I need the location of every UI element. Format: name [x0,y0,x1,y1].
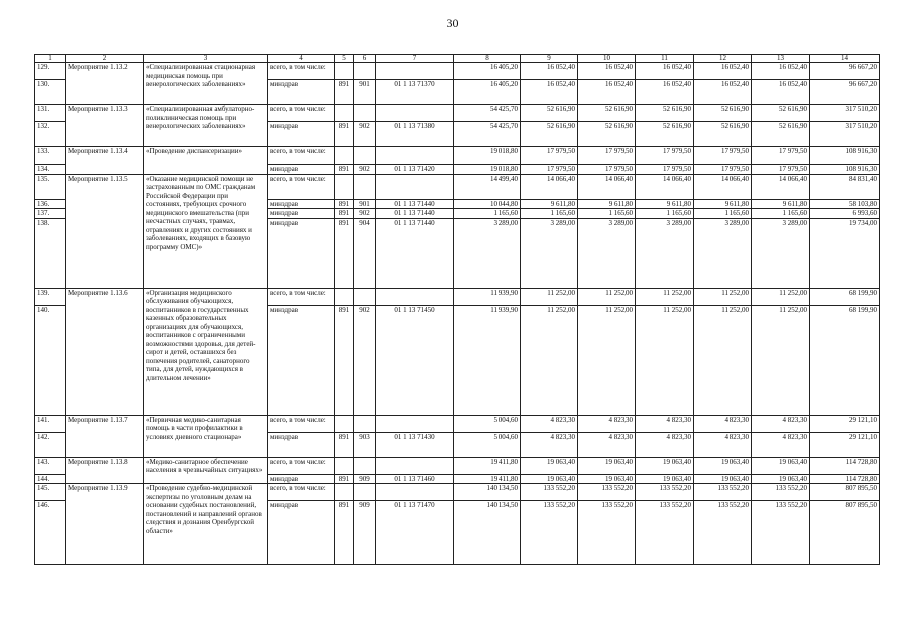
amount-cell: 14 066,40 [578,174,636,199]
event-description: «Организация медицинского обслуживания обучающихся, воспитанников в государственных казенных образовательных организациях для обучающихся, воспитанников с ограниченными возможностями здоровья, для детей-сирот и детей, оставшихся без попечения родителей, санаторного типа, для детей, нуждающихся в длительном лечении» [144,288,268,415]
amount-cell: 4 823,30 [694,415,752,432]
amount-cell: 17 979,50 [636,165,694,175]
amount-cell: 3 289,00 [521,218,578,288]
event-description: «Медико-санитарное обеспечение населения в чрезвычайных ситуациях» [144,457,268,484]
target-article-code [376,174,454,199]
target-article-code: 01 1 13 71460 [376,474,454,484]
amount-cell: 16 052,40 [521,80,578,105]
funding-type: всего, в том числе: [268,63,335,80]
amount-cell: 133 552,20 [694,484,752,501]
amount-cell: 140 134,50 [454,501,521,565]
target-article-code [376,63,454,80]
amount-cell: 4 823,30 [578,432,636,457]
amount-cell: 52 616,90 [636,105,694,122]
funding-type: минздрав [268,474,335,484]
amount-cell: 1 165,60 [694,209,752,219]
section-code: 902 [354,165,376,175]
funding-type: минздрав [268,432,335,457]
row-number: 135. [35,174,66,199]
amount-cell: 9 611,80 [636,199,694,209]
amount-cell: 11 252,00 [578,305,636,415]
ministry-code [335,484,354,501]
section-code: 903 [354,432,376,457]
row-number: 145. [35,484,66,501]
amount-cell: 16 052,40 [578,63,636,80]
table-row [35,484,880,501]
amount-cell: 17 979,50 [694,165,752,175]
amount-cell: 11 252,00 [694,305,752,415]
amount-cell: 96 667,20 [810,80,880,105]
amount-cell: 5 004,60 [454,415,521,432]
funding-type: минздрав [268,80,335,105]
amount-cell: 29 121,10 [810,415,880,432]
amount-cell: 29 121,10 [810,432,880,457]
funding-type: минздрав [268,165,335,175]
ministry-code [335,174,354,199]
amount-cell: 4 823,30 [752,415,810,432]
header-cell: 12 [694,55,752,63]
ministry-code [335,288,354,305]
amount-cell: 133 552,20 [521,501,578,565]
ministry-code: 891 [335,501,354,565]
section-code: 909 [354,474,376,484]
amount-cell: 16 052,40 [521,63,578,80]
header-cell: 9 [521,55,578,63]
row-number: 130. [35,80,66,105]
ministry-code: 891 [335,165,354,175]
event-description: «Специализированная амбулаторно-поликлиническая помощь при венерологических заболеваниях» [144,105,268,147]
row-number: 137. [35,209,66,219]
amount-cell: 4 823,30 [636,415,694,432]
amount-cell: 133 552,20 [636,484,694,501]
amount-cell: 17 979,50 [752,147,810,165]
amount-cell: 108 916,30 [810,165,880,175]
amount-cell: 52 616,90 [578,122,636,147]
target-article-code: 01 1 13 71440 [376,199,454,209]
section-code [354,484,376,501]
row-number: 146. [35,501,66,565]
header-cell: 1 [35,55,66,63]
event-name: Мероприятие 1.13.6 [66,288,144,415]
target-article-code: 01 1 13 71420 [376,165,454,175]
amount-cell: 52 616,90 [521,105,578,122]
ministry-code: 891 [335,122,354,147]
header-cell: 3 [144,55,268,63]
target-article-code [376,415,454,432]
table-row [35,147,880,165]
amount-cell: 19 063,40 [578,457,636,474]
ministry-code [335,147,354,165]
ministry-code [335,105,354,122]
row-number: 132. [35,122,66,147]
amount-cell: 3 289,00 [694,218,752,288]
amount-cell: 9 611,80 [521,199,578,209]
amount-cell: 14 066,40 [694,174,752,199]
amount-cell: 133 552,20 [578,484,636,501]
header-cell: 10 [578,55,636,63]
section-code [354,288,376,305]
target-article-code: 01 1 13 71470 [376,501,454,565]
funding-type: всего, в том числе: [268,457,335,474]
amount-cell: 19 411,80 [454,457,521,474]
amount-cell: 1 165,60 [578,209,636,219]
table-row [35,457,880,474]
header-cell: 5 [335,55,354,63]
section-code [354,415,376,432]
amount-cell: 58 103,80 [810,199,880,209]
amount-cell: 1 165,60 [636,209,694,219]
funding-type: всего, в том числе: [268,288,335,305]
section-code: 901 [354,80,376,105]
section-code: 904 [354,218,376,288]
amount-cell: 19 063,40 [521,457,578,474]
row-number: 142. [35,432,66,457]
amount-cell: 11 252,00 [752,288,810,305]
amount-cell: 19 063,40 [636,457,694,474]
amount-cell: 133 552,20 [578,501,636,565]
amount-cell: 52 616,90 [694,122,752,147]
funding-type: минздрав [268,218,335,288]
amount-cell: 16 052,40 [752,80,810,105]
amount-cell: 807 895,50 [810,484,880,501]
funding-type: минздрав [268,122,335,147]
amount-cell: 19 063,40 [694,474,752,484]
amount-cell: 11 939,90 [454,288,521,305]
amount-cell: 17 979,50 [636,147,694,165]
amount-cell: 1 165,60 [521,209,578,219]
section-code [354,63,376,80]
header-cell: 8 [454,55,521,63]
amount-cell: 16 052,40 [694,63,752,80]
amount-cell: 9 611,80 [694,199,752,209]
row-number: 143. [35,457,66,474]
amount-cell: 17 979,50 [578,147,636,165]
event-description: «Специализированная стационарная медицинская помощь при венерологических заболеваниях» [144,63,268,105]
amount-cell: 133 552,20 [636,501,694,565]
amount-cell: 16 405,20 [454,63,521,80]
amount-cell: 14 499,40 [454,174,521,199]
event-name: Мероприятие 1.13.5 [66,174,144,288]
amount-cell: 3 289,00 [454,218,521,288]
amount-cell: 52 616,90 [521,122,578,147]
amount-cell: 19 018,80 [454,165,521,175]
target-article-code [376,484,454,501]
funding-type: всего, в том числе: [268,147,335,165]
amount-cell: 19 411,80 [454,474,521,484]
amount-cell: 16 052,40 [694,80,752,105]
amount-cell: 4 823,30 [578,415,636,432]
funding-type: минздрав [268,501,335,565]
funding-type: всего, в том числе: [268,105,335,122]
target-article-code [376,288,454,305]
funding-type: всего, в том числе: [268,484,335,501]
amount-cell: 4 823,30 [752,432,810,457]
table-row [35,415,880,432]
table-row [35,105,880,122]
funding-type: всего, в том числе: [268,174,335,199]
amount-cell: 52 616,90 [578,105,636,122]
event-name: Мероприятие 1.13.2 [66,63,144,105]
amount-cell: 3 289,00 [578,218,636,288]
table-row [35,288,880,305]
header-cell: 6 [354,55,376,63]
row-number: 134. [35,165,66,175]
header-cell: 11 [636,55,694,63]
row-number: 129. [35,63,66,80]
target-article-code: 01 1 13 71450 [376,305,454,415]
amount-cell: 19 063,40 [694,457,752,474]
ministry-code [335,415,354,432]
amount-cell: 54 425,70 [454,105,521,122]
amount-cell: 317 510,20 [810,122,880,147]
section-code [354,147,376,165]
amount-cell: 19 063,40 [752,457,810,474]
amount-cell: 11 252,00 [694,288,752,305]
table-row [35,174,880,199]
amount-cell: 52 616,90 [752,105,810,122]
header-cell: 7 [376,55,454,63]
amount-cell: 17 979,50 [578,165,636,175]
amount-cell: 4 823,30 [694,432,752,457]
target-article-code: 01 1 13 71430 [376,432,454,457]
event-description: «Проведение судебно-медицинской экспертизы по уголовным делам на основании судебных постановлений, постановлений и направлений органов следствия и дознания Оренбургской области» [144,484,268,565]
amount-cell: 17 979,50 [521,165,578,175]
amount-cell: 54 425,70 [454,122,521,147]
ministry-code: 891 [335,432,354,457]
target-article-code: 01 1 13 71440 [376,209,454,219]
amount-cell: 11 252,00 [521,305,578,415]
amount-cell: 133 552,20 [521,484,578,501]
program-table [34,54,880,565]
amount-cell: 807 895,50 [810,501,880,565]
amount-cell: 133 552,20 [752,501,810,565]
target-article-code: 01 1 13 71440 [376,218,454,288]
funding-type: всего, в том числе: [268,415,335,432]
event-name: Мероприятие 1.13.9 [66,484,144,565]
page-number: 30 [446,16,459,30]
event-name: Мероприятие 1.13.7 [66,415,144,457]
section-code [354,174,376,199]
amount-cell: 11 252,00 [521,288,578,305]
amount-cell: 19 734,00 [810,218,880,288]
amount-cell: 4 823,30 [521,415,578,432]
ministry-code: 891 [335,218,354,288]
row-number: 141. [35,415,66,432]
event-description: «Проведение диспансеризации» [144,147,268,175]
header-cell: 14 [810,55,880,63]
ministry-code: 891 [335,199,354,209]
section-code: 902 [354,209,376,219]
amount-cell: 4 823,30 [521,432,578,457]
amount-cell: 133 552,20 [752,484,810,501]
funding-type: минздрав [268,199,335,209]
amount-cell: 19 063,40 [521,474,578,484]
row-number: 131. [35,105,66,122]
amount-cell: 52 616,90 [636,122,694,147]
section-code: 902 [354,305,376,415]
amount-cell: 114 728,80 [810,474,880,484]
header-cell: 13 [752,55,810,63]
target-article-code [376,105,454,122]
amount-cell: 16 052,40 [636,63,694,80]
amount-cell: 10 044,80 [454,199,521,209]
funding-type: минздрав [268,209,335,219]
target-article-code [376,147,454,165]
amount-cell: 52 616,90 [694,105,752,122]
amount-cell: 14 066,40 [636,174,694,199]
amount-cell: 17 979,50 [694,147,752,165]
amount-cell: 1 165,60 [752,209,810,219]
amount-cell: 19 063,40 [636,474,694,484]
amount-cell: 52 616,90 [752,122,810,147]
header-cell: 2 [66,55,144,63]
ministry-code [335,457,354,474]
header-cell: 4 [268,55,335,63]
amount-cell: 16 052,40 [578,80,636,105]
row-number: 133. [35,147,66,165]
amount-cell: 68 199,90 [810,288,880,305]
event-description: «Первичная медико-санитарная помощь в части профилактики в условиях дневного стационара» [144,415,268,457]
row-number: 138. [35,218,66,288]
section-code: 902 [354,122,376,147]
amount-cell: 6 993,60 [810,209,880,219]
amount-cell: 16 405,20 [454,80,521,105]
amount-cell: 19 018,80 [454,147,521,165]
event-name: Мероприятие 1.13.3 [66,105,144,147]
amount-cell: 11 252,00 [636,305,694,415]
amount-cell: 19 063,40 [578,474,636,484]
ministry-code: 891 [335,474,354,484]
funding-type: минздрав [268,305,335,415]
event-name: Мероприятие 1.13.8 [66,457,144,484]
section-code: 901 [354,199,376,209]
amount-cell: 11 252,00 [578,288,636,305]
amount-cell: 9 611,80 [752,199,810,209]
amount-cell: 16 052,40 [636,80,694,105]
amount-cell: 68 199,90 [810,305,880,415]
amount-cell: 108 916,30 [810,147,880,165]
row-number: 139. [35,288,66,305]
amount-cell: 4 823,30 [636,432,694,457]
amount-cell: 114 728,80 [810,457,880,474]
amount-cell: 96 667,20 [810,63,880,80]
table-row [35,63,880,80]
amount-cell: 140 134,50 [454,484,521,501]
event-description: «Оказание медицинской помощи не застрахованным по ОМС гражданам Российской Федерации при состояниях, требующих срочного медицинского вмешательства (при несчастных случаях, травмах, отравлениях и других состояниях и заболеваниях, входящих в базовую программу ОМС)» [144,174,268,288]
target-article-code [376,457,454,474]
amount-cell: 3 289,00 [636,218,694,288]
section-code [354,105,376,122]
row-number: 140. [35,305,66,415]
section-code [354,457,376,474]
amount-cell: 9 611,80 [578,199,636,209]
ministry-code: 891 [335,80,354,105]
amount-cell: 16 052,40 [752,63,810,80]
amount-cell: 84 831,40 [810,174,880,199]
amount-cell: 11 252,00 [636,288,694,305]
amount-cell: 3 289,00 [752,218,810,288]
amount-cell: 17 979,50 [752,165,810,175]
amount-cell: 11 939,90 [454,305,521,415]
amount-cell: 14 066,40 [521,174,578,199]
amount-cell: 19 063,40 [752,474,810,484]
amount-cell: 14 066,40 [752,174,810,199]
amount-cell: 17 979,50 [521,147,578,165]
amount-cell: 5 004,60 [454,432,521,457]
target-article-code: 01 1 13 71370 [376,80,454,105]
ministry-code: 891 [335,209,354,219]
row-number: 136. [35,199,66,209]
event-name: Мероприятие 1.13.4 [66,147,144,175]
row-number: 144. [35,474,66,484]
amount-cell: 11 252,00 [752,305,810,415]
ministry-code [335,63,354,80]
amount-cell: 133 552,20 [694,501,752,565]
section-code: 909 [354,501,376,565]
amount-cell: 317 510,20 [810,105,880,122]
target-article-code: 01 1 13 71380 [376,122,454,147]
amount-cell: 1 165,60 [454,209,521,219]
header-row [35,55,880,63]
ministry-code: 891 [335,305,354,415]
